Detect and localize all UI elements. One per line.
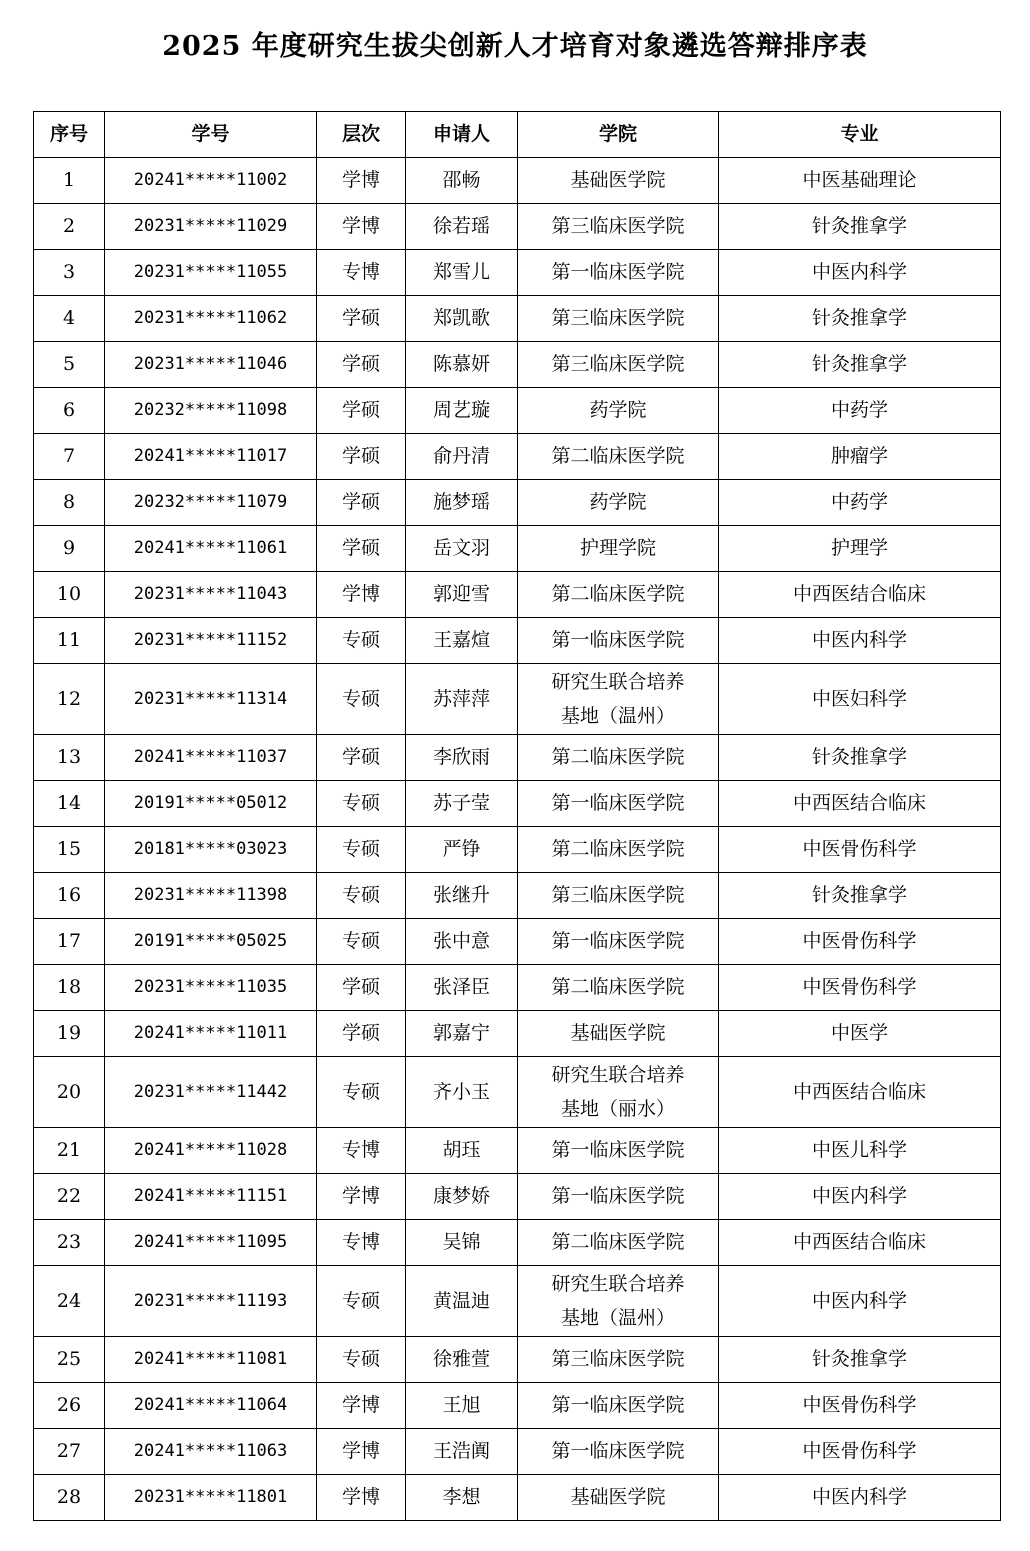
cell-major: 针灸推拿学	[719, 296, 1001, 342]
cell-student-id: 20191*****05025	[105, 919, 317, 965]
cell-applicant: 周艺璇	[406, 388, 518, 434]
cell-no: 10	[34, 572, 105, 618]
cell-level: 专硕	[317, 618, 406, 664]
table-row	[34, 204, 1001, 250]
table-header-row	[34, 112, 1001, 158]
cell-major: 中医骨伤科学	[719, 919, 1001, 965]
cell-college: 第二临床医学院	[518, 735, 719, 781]
cell-level: 专硕	[317, 664, 406, 735]
college-line-1: 研究生联合培养	[551, 1273, 685, 1295]
cell-no: 15	[34, 827, 105, 873]
header-student-id: 学号	[105, 112, 317, 158]
table-row	[34, 781, 1001, 827]
cell-college: 第三临床医学院	[518, 1337, 719, 1383]
ranking-table	[33, 111, 1001, 1521]
cell-college: 基础医学院	[518, 1475, 719, 1521]
cell-no: 13	[34, 735, 105, 781]
cell-applicant: 苏子莹	[406, 781, 518, 827]
cell-level: 学硕	[317, 296, 406, 342]
cell-college: 第一临床医学院	[518, 1383, 719, 1429]
cell-student-id: 20231*****11055	[105, 250, 317, 296]
cell-applicant: 郑凯歌	[406, 296, 518, 342]
college-line-1: 研究生联合培养	[551, 671, 685, 693]
cell-college: 第三临床医学院	[518, 873, 719, 919]
cell-major: 中医学	[719, 1011, 1001, 1057]
cell-college: 基础医学院	[518, 1011, 719, 1057]
cell-level: 专硕	[317, 827, 406, 873]
cell-college: 第一临床医学院	[518, 1128, 719, 1174]
cell-applicant: 黄温迪	[406, 1266, 518, 1337]
table-row	[34, 572, 1001, 618]
cell-college	[518, 1057, 719, 1128]
cell-no: 6	[34, 388, 105, 434]
cell-applicant: 施梦瑶	[406, 480, 518, 526]
table-row	[34, 1266, 1001, 1337]
cell-level: 专硕	[317, 1057, 406, 1128]
table-row	[34, 1174, 1001, 1220]
college-line-1: 研究生联合培养	[551, 1064, 685, 1086]
cell-major: 中医内科学	[719, 1266, 1001, 1337]
cell-no: 24	[34, 1266, 105, 1337]
college-line-2: 基地（温州）	[560, 1307, 675, 1329]
cell-college: 第三临床医学院	[518, 204, 719, 250]
table-row	[34, 434, 1001, 480]
cell-student-id: 20231*****11193	[105, 1266, 317, 1337]
cell-student-id: 20231*****11442	[105, 1057, 317, 1128]
cell-applicant: 齐小玉	[406, 1057, 518, 1128]
cell-college: 药学院	[518, 388, 719, 434]
cell-applicant: 邵畅	[406, 158, 518, 204]
cell-level: 学硕	[317, 526, 406, 572]
cell-college: 第一临床医学院	[518, 1429, 719, 1475]
cell-applicant: 徐雅萱	[406, 1337, 518, 1383]
cell-major: 中西医结合临床	[719, 781, 1001, 827]
cell-level: 学博	[317, 1429, 406, 1475]
cell-no: 3	[34, 250, 105, 296]
cell-level: 专博	[317, 1220, 406, 1266]
cell-college: 第一临床医学院	[518, 618, 719, 664]
cell-major: 护理学	[719, 526, 1001, 572]
cell-no: 11	[34, 618, 105, 664]
table-row	[34, 735, 1001, 781]
cell-level: 专硕	[317, 1337, 406, 1383]
cell-no: 26	[34, 1383, 105, 1429]
cell-major: 针灸推拿学	[719, 873, 1001, 919]
cell-student-id: 20241*****11151	[105, 1174, 317, 1220]
cell-level: 学硕	[317, 388, 406, 434]
cell-student-id: 20231*****11152	[105, 618, 317, 664]
cell-major: 中西医结合临床	[719, 1220, 1001, 1266]
cell-level: 专硕	[317, 781, 406, 827]
cell-major: 针灸推拿学	[719, 342, 1001, 388]
header-no: 序号	[34, 112, 105, 158]
cell-major: 中西医结合临床	[719, 1057, 1001, 1128]
cell-student-id: 20241*****11061	[105, 526, 317, 572]
cell-no: 16	[34, 873, 105, 919]
cell-student-id: 20241*****11011	[105, 1011, 317, 1057]
cell-college: 护理学院	[518, 526, 719, 572]
header-college: 学院	[518, 112, 719, 158]
cell-student-id: 20231*****11062	[105, 296, 317, 342]
cell-level: 学博	[317, 204, 406, 250]
cell-major: 针灸推拿学	[719, 735, 1001, 781]
cell-student-id: 20231*****11029	[105, 204, 317, 250]
cell-major: 中药学	[719, 388, 1001, 434]
cell-applicant: 张泽臣	[406, 965, 518, 1011]
cell-college: 第二临床医学院	[518, 965, 719, 1011]
cell-applicant: 王旭	[406, 1383, 518, 1429]
cell-student-id: 20231*****11043	[105, 572, 317, 618]
cell-level: 学博	[317, 158, 406, 204]
table-row	[34, 827, 1001, 873]
cell-college: 第二临床医学院	[518, 1220, 719, 1266]
cell-level: 专博	[317, 250, 406, 296]
table-row	[34, 480, 1001, 526]
cell-college: 第三临床医学院	[518, 296, 719, 342]
cell-college: 第二临床医学院	[518, 827, 719, 873]
cell-no: 23	[34, 1220, 105, 1266]
cell-student-id: 20191*****05012	[105, 781, 317, 827]
cell-level: 学硕	[317, 342, 406, 388]
cell-applicant: 严铮	[406, 827, 518, 873]
cell-student-id: 20241*****11095	[105, 1220, 317, 1266]
cell-level: 专硕	[317, 919, 406, 965]
cell-level: 专硕	[317, 873, 406, 919]
cell-applicant: 胡珏	[406, 1128, 518, 1174]
table-row	[34, 873, 1001, 919]
cell-applicant: 王浩阗	[406, 1429, 518, 1475]
cell-applicant: 陈慕妍	[406, 342, 518, 388]
table-row	[34, 618, 1001, 664]
cell-no: 2	[34, 204, 105, 250]
cell-applicant: 李想	[406, 1475, 518, 1521]
cell-level: 专硕	[317, 1266, 406, 1337]
cell-major: 中医基础理论	[719, 158, 1001, 204]
table-row	[34, 526, 1001, 572]
cell-major: 中西医结合临床	[719, 572, 1001, 618]
cell-no: 18	[34, 965, 105, 1011]
cell-student-id: 20231*****11801	[105, 1475, 317, 1521]
table-row	[34, 1383, 1001, 1429]
college-line-2: 基地（温州）	[560, 705, 675, 727]
cell-major: 中药学	[719, 480, 1001, 526]
cell-level: 学博	[317, 1475, 406, 1521]
cell-no: 12	[34, 664, 105, 735]
table-row	[34, 1011, 1001, 1057]
cell-major: 中医骨伤科学	[719, 965, 1001, 1011]
page-title: 2025 年度研究生拔尖创新人才培育对象遴选答辩排序表	[162, 31, 868, 62]
cell-applicant: 张继升	[406, 873, 518, 919]
cell-college	[518, 664, 719, 735]
cell-college: 第三临床医学院	[518, 342, 719, 388]
cell-no: 17	[34, 919, 105, 965]
table-row	[34, 296, 1001, 342]
cell-major: 中医骨伤科学	[719, 1429, 1001, 1475]
table-row	[34, 1429, 1001, 1475]
cell-student-id: 20241*****11063	[105, 1429, 317, 1475]
cell-major: 中医内科学	[719, 1475, 1001, 1521]
cell-student-id: 20241*****11037	[105, 735, 317, 781]
table-body	[34, 158, 1001, 1521]
cell-major: 针灸推拿学	[719, 204, 1001, 250]
cell-level: 学硕	[317, 1011, 406, 1057]
cell-applicant: 岳文羽	[406, 526, 518, 572]
header-level: 层次	[317, 112, 406, 158]
cell-student-id: 20231*****11046	[105, 342, 317, 388]
cell-applicant: 俞丹清	[406, 434, 518, 480]
cell-college: 第二临床医学院	[518, 434, 719, 480]
cell-major: 肿瘤学	[719, 434, 1001, 480]
table-row	[34, 158, 1001, 204]
cell-student-id: 20232*****11098	[105, 388, 317, 434]
cell-student-id: 20231*****11314	[105, 664, 317, 735]
cell-college: 第一临床医学院	[518, 1174, 719, 1220]
cell-no: 20	[34, 1057, 105, 1128]
cell-level: 学博	[317, 572, 406, 618]
cell-no: 5	[34, 342, 105, 388]
cell-student-id: 20241*****11028	[105, 1128, 317, 1174]
cell-student-id: 20241*****11081	[105, 1337, 317, 1383]
cell-level: 学硕	[317, 735, 406, 781]
cell-major: 中医骨伤科学	[719, 1383, 1001, 1429]
cell-no: 14	[34, 781, 105, 827]
cell-no: 21	[34, 1128, 105, 1174]
cell-applicant: 徐若瑶	[406, 204, 518, 250]
cell-student-id: 20241*****11002	[105, 158, 317, 204]
cell-student-id: 20241*****11064	[105, 1383, 317, 1429]
cell-applicant: 郑雪儿	[406, 250, 518, 296]
cell-no: 19	[34, 1011, 105, 1057]
table-row	[34, 250, 1001, 296]
cell-no: 9	[34, 526, 105, 572]
cell-college: 第一临床医学院	[518, 919, 719, 965]
cell-college: 药学院	[518, 480, 719, 526]
cell-no: 7	[34, 434, 105, 480]
cell-applicant: 张中意	[406, 919, 518, 965]
cell-applicant: 郭嘉宁	[406, 1011, 518, 1057]
table-row	[34, 388, 1001, 434]
cell-applicant: 吴锦	[406, 1220, 518, 1266]
cell-level: 学硕	[317, 480, 406, 526]
cell-major: 针灸推拿学	[719, 1337, 1001, 1383]
cell-applicant: 苏萍萍	[406, 664, 518, 735]
cell-college: 第二临床医学院	[518, 572, 719, 618]
cell-college: 第一临床医学院	[518, 250, 719, 296]
cell-major: 中医内科学	[719, 618, 1001, 664]
table-row	[34, 919, 1001, 965]
cell-major: 中医骨伤科学	[719, 827, 1001, 873]
table-row	[34, 1220, 1001, 1266]
header-major: 专业	[719, 112, 1001, 158]
table-row	[34, 1475, 1001, 1521]
cell-applicant: 王嘉煊	[406, 618, 518, 664]
cell-student-id: 20241*****11017	[105, 434, 317, 480]
cell-student-id: 20231*****11035	[105, 965, 317, 1011]
college-line-2: 基地（丽水）	[560, 1098, 675, 1120]
cell-major: 中医儿科学	[719, 1128, 1001, 1174]
cell-college: 第一临床医学院	[518, 781, 719, 827]
cell-student-id: 20181*****03023	[105, 827, 317, 873]
cell-student-id: 20231*****11398	[105, 873, 317, 919]
table-row	[34, 342, 1001, 388]
cell-level: 学硕	[317, 434, 406, 480]
cell-student-id: 20232*****11079	[105, 480, 317, 526]
cell-no: 25	[34, 1337, 105, 1383]
table-row	[34, 664, 1001, 735]
table-row	[34, 965, 1001, 1011]
cell-level: 学硕	[317, 965, 406, 1011]
cell-college: 基础医学院	[518, 158, 719, 204]
table-row	[34, 1337, 1001, 1383]
table-row	[34, 1057, 1001, 1128]
cell-no: 22	[34, 1174, 105, 1220]
cell-level: 学博	[317, 1174, 406, 1220]
table-row	[34, 1128, 1001, 1174]
cell-applicant: 康梦娇	[406, 1174, 518, 1220]
cell-no: 27	[34, 1429, 105, 1475]
cell-major: 中医内科学	[719, 250, 1001, 296]
cell-major: 中医内科学	[719, 1174, 1001, 1220]
cell-applicant: 郭迎雪	[406, 572, 518, 618]
cell-no: 1	[34, 158, 105, 204]
header-applicant: 申请人	[406, 112, 518, 158]
cell-applicant: 李欣雨	[406, 735, 518, 781]
cell-no: 4	[34, 296, 105, 342]
cell-major: 中医妇科学	[719, 664, 1001, 735]
cell-level: 专博	[317, 1128, 406, 1174]
cell-college	[518, 1266, 719, 1337]
cell-no: 8	[34, 480, 105, 526]
cell-level: 学博	[317, 1383, 406, 1429]
cell-no: 28	[34, 1475, 105, 1521]
